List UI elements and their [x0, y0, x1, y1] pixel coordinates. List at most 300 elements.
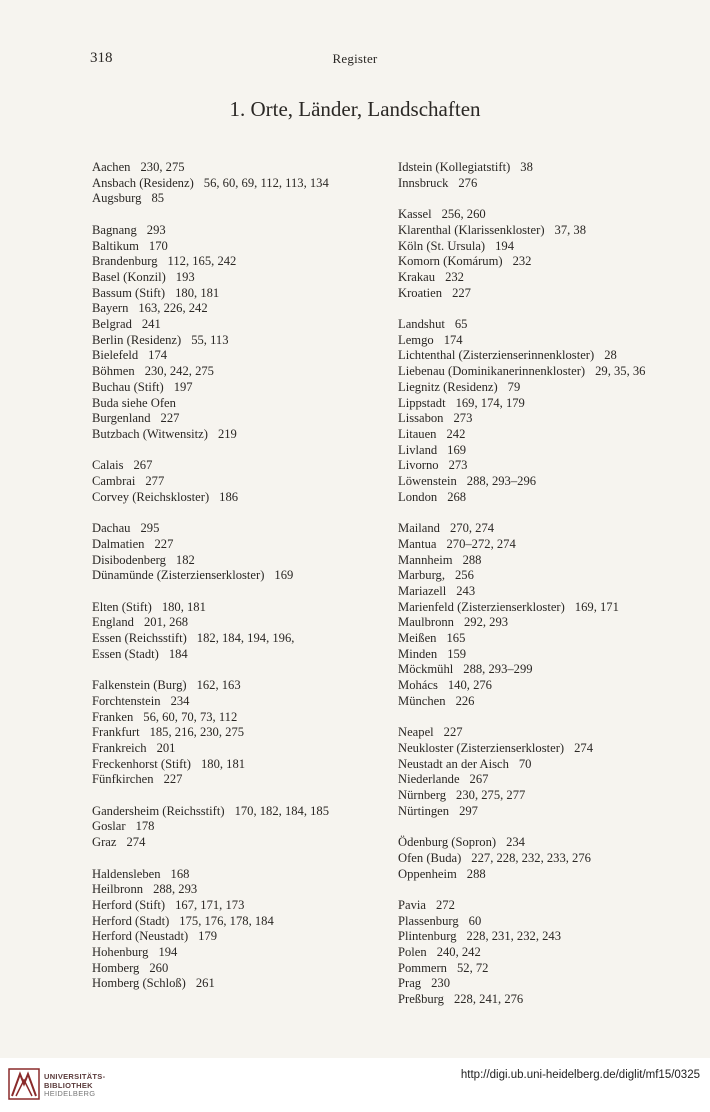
index-entry — [92, 239, 372, 255]
entry-page-refs: 179 — [198, 929, 218, 944]
entry-place-name: Lissabon — [398, 411, 444, 426]
entry-place-name: Mantua — [398, 536, 437, 551]
entry-place-name: Maulbronn — [398, 615, 454, 630]
index-entry — [398, 741, 698, 757]
index-entry — [398, 851, 698, 867]
entry-page-refs: 288, 293–299 — [463, 662, 533, 677]
entry-place-name: Mailand — [398, 521, 440, 536]
entry-place-name: Lippstadt — [398, 395, 446, 410]
entry-page-refs: 276 — [458, 175, 478, 190]
entry-place-name: Brandenburg — [92, 254, 158, 269]
index-entry — [398, 396, 698, 412]
index-entry — [398, 474, 698, 490]
index-entry — [398, 364, 698, 380]
entry-page-refs: 230 — [431, 976, 450, 991]
index-entry — [398, 458, 698, 474]
entry-page-refs: 227, 228, 232, 233, 276 — [471, 850, 591, 865]
index-entry — [398, 553, 698, 569]
index-entry — [398, 961, 698, 977]
entry-place-name: Aachen — [92, 160, 131, 174]
entry-place-name: Litauen — [398, 426, 437, 441]
index-entry — [398, 615, 698, 631]
entry-place-name: Plassenburg — [398, 913, 459, 928]
index-entry — [92, 694, 372, 710]
entry-page-refs: 185, 216, 230, 275 — [149, 725, 245, 740]
index-entry — [92, 867, 372, 883]
index-entry — [92, 490, 372, 506]
entry-page-refs: 242 — [446, 426, 466, 441]
index-entry — [398, 788, 698, 804]
entry-place-name: Livland — [398, 442, 438, 457]
entry-page-refs: 65 — [454, 317, 468, 331]
index-entry — [92, 286, 372, 302]
entry-place-name: Calais — [92, 458, 124, 473]
index-entry — [92, 396, 372, 412]
index-entry — [92, 301, 372, 317]
index-entry — [398, 270, 698, 286]
entry-page-refs: 288 — [462, 552, 482, 567]
index-entry — [92, 553, 372, 569]
entry-place-name: Krakau — [398, 269, 436, 284]
index-entry — [398, 584, 698, 600]
index-entry — [92, 961, 372, 977]
entry-place-name: Marienfeld (Zisterzienserkloster) — [398, 599, 565, 614]
index-entry — [92, 270, 372, 286]
entry-page-refs: 169 — [447, 442, 467, 457]
entry-place-name: Belgrad — [92, 317, 132, 332]
entry-place-name: Niederlande — [398, 772, 460, 787]
entry-page-refs: 37, 38 — [554, 222, 587, 237]
entry-page-refs: 182 — [175, 552, 195, 567]
entry-page-refs: 234 — [170, 693, 190, 708]
index-entry — [398, 725, 698, 741]
index-entry — [398, 348, 698, 364]
entry-place-name: Bagnang — [92, 222, 137, 237]
entry-page-refs: 256 — [455, 568, 474, 583]
entry-place-name: Minden — [398, 646, 438, 661]
entry-place-name: Corvey (Reichskloster) — [92, 489, 210, 504]
index-letter-group — [92, 223, 372, 443]
entry-page-refs: 234 — [506, 835, 525, 850]
entry-page-refs: 226 — [455, 693, 475, 708]
index-entry — [398, 678, 698, 694]
entry-place-name: England — [92, 615, 134, 630]
index-entry — [92, 615, 372, 631]
entry-page-refs: 60 — [468, 913, 482, 928]
entry-page-refs: 228, 241, 276 — [453, 992, 524, 1007]
index-entry — [398, 898, 698, 914]
entry-page-refs: 268 — [447, 489, 467, 504]
library-logo-icon — [8, 1068, 40, 1100]
entry-page-refs: 162, 163 — [196, 678, 241, 693]
index-entry — [92, 458, 372, 474]
index-letter-group — [92, 867, 372, 993]
entry-place-name: Bayern — [92, 301, 129, 316]
entry-place-name: Neukloster (Zisterzienserkloster) — [398, 740, 565, 755]
entry-place-name: Möckmühl — [398, 662, 454, 677]
index-entry — [398, 254, 698, 270]
entry-page-refs: 180, 181 — [200, 756, 246, 771]
entry-place-name: Franken — [92, 709, 134, 724]
index-entry — [92, 191, 372, 207]
library-name-line: UNIVERSITÄTS- — [44, 1072, 106, 1081]
index-entry — [398, 867, 698, 883]
entry-page-refs: 230, 275 — [140, 160, 185, 174]
entry-page-refs: 52, 72 — [456, 960, 489, 975]
page-number: 318 — [90, 50, 113, 66]
entry-place-name: Mannheim — [398, 552, 453, 567]
entry-page-refs: 270–272, 274 — [446, 536, 516, 551]
entry-page-refs: 267 — [469, 772, 489, 787]
entry-place-name: Essen (Stadt) — [92, 646, 159, 661]
source-url-link[interactable]: http://digi.ub.uni-heidelberg.de/diglit/mf15/0325 — [460, 1069, 700, 1081]
entry-place-name: Disibodenberg — [92, 552, 166, 567]
index-letter-group — [398, 835, 698, 882]
index-entry — [398, 286, 698, 302]
entry-page-refs: 56, 60, 69, 112, 113, 134 — [203, 175, 329, 190]
entry-page-refs: 79 — [507, 379, 521, 394]
entry-place-name: Lichtenthal (Zisterzienserinnenkloster) — [398, 348, 595, 363]
index-entry — [398, 647, 698, 663]
entry-place-name: Kroatien — [398, 285, 443, 300]
entry-place-name: Polen — [398, 945, 427, 960]
index-entry — [398, 694, 698, 710]
index-entry — [398, 835, 698, 851]
entry-place-name: Landshut — [398, 317, 445, 331]
entry-page-refs: 243 — [456, 583, 476, 598]
entry-page-refs: 55, 113 — [191, 332, 229, 347]
entry-place-name: Herford (Stift) — [92, 897, 166, 912]
entry-place-name: Butzbach (Witwensitz) — [92, 426, 208, 441]
entry-place-name: Gandersheim (Reichsstift) — [92, 803, 225, 818]
index-entry — [398, 223, 698, 239]
index-entry — [92, 929, 372, 945]
index-entry — [92, 160, 372, 176]
index-entry — [92, 976, 372, 992]
library-name — [44, 1073, 105, 1099]
index-letter-group — [92, 804, 372, 851]
entry-page-refs: 273 — [453, 411, 473, 426]
index-column-right — [398, 160, 698, 1024]
index-entry — [398, 914, 698, 930]
entry-page-refs: 230, 275, 277 — [456, 788, 526, 803]
index-letter-group — [398, 207, 698, 301]
index-entry — [92, 600, 372, 616]
index-entry — [92, 176, 372, 192]
index-entry — [398, 521, 698, 537]
index-letter-group — [92, 160, 372, 207]
entry-page-refs: 261 — [195, 976, 215, 991]
index-entry — [92, 772, 372, 788]
entry-page-refs: 293 — [146, 222, 166, 237]
index-entry — [398, 662, 698, 678]
entry-place-name: Burgenland — [92, 411, 151, 426]
entry-place-name: Prag — [398, 976, 422, 991]
index-entry — [398, 380, 698, 396]
entry-place-name: Ödenburg (Sopron) — [398, 835, 497, 850]
entry-page-refs: 38 — [520, 160, 533, 174]
entry-page-refs: 227 — [160, 411, 180, 426]
index-entry — [398, 239, 698, 255]
entry-page-refs: 201, 268 — [143, 615, 189, 630]
entry-place-name: Homberg — [92, 960, 140, 975]
entry-page-refs: 227 — [452, 285, 471, 300]
entry-page-refs: 170, 182, 184, 185 — [234, 803, 330, 818]
entry-place-name: London — [398, 489, 438, 504]
entry-place-name: Livorno — [398, 458, 439, 473]
index-entry — [92, 725, 372, 741]
entry-place-name: Liebenau (Dominikanerinnenkloster) — [398, 364, 586, 379]
entry-page-refs: 194 — [495, 238, 514, 253]
entry-page-refs: 170 — [148, 238, 168, 253]
index-entry — [92, 757, 372, 773]
index-entry — [398, 804, 698, 820]
entry-page-refs: 186 — [219, 489, 239, 504]
entry-place-name: Bielefeld — [92, 348, 139, 363]
entry-page-refs: 260 — [149, 960, 169, 975]
entry-page-refs: 274 — [126, 835, 146, 850]
entry-place-name: Dachau — [92, 521, 131, 536]
index-entry — [92, 537, 372, 553]
index-entry — [398, 537, 698, 553]
index-letter-group — [398, 898, 698, 1008]
index-entry — [398, 976, 698, 992]
index-entry — [398, 631, 698, 647]
entry-page-refs: 180, 181 — [175, 285, 220, 300]
entry-page-refs: 194 — [158, 945, 178, 960]
index-entry — [92, 647, 372, 663]
entry-place-name: Mariazell — [398, 583, 447, 598]
entry-page-refs: 288 — [466, 866, 486, 881]
entry-page-refs: 292, 293 — [463, 615, 509, 630]
entry-page-refs: 277 — [145, 474, 165, 489]
entry-page-refs: 232 — [445, 269, 464, 284]
index-letter-group — [398, 160, 698, 191]
library-name-line: HEIDELBERG — [44, 1089, 96, 1098]
entry-place-name: Nürnberg — [398, 788, 447, 803]
index-entry — [398, 945, 698, 961]
entry-page-refs: 197 — [173, 379, 193, 394]
index-entry — [398, 992, 698, 1008]
index-entry — [92, 411, 372, 427]
index-entry — [92, 427, 372, 443]
entry-place-name: Ofen (Buda) — [398, 850, 462, 865]
running-head: Register — [332, 51, 378, 66]
index-entry — [398, 568, 698, 584]
entry-place-name: Baltikum — [92, 238, 139, 253]
entry-place-name: Meißen — [398, 631, 437, 646]
entry-place-name: Neustadt an der Aisch — [398, 756, 509, 771]
entry-page-refs: 230, 242, 275 — [144, 364, 214, 379]
index-entry — [92, 804, 374, 820]
index-column-left — [92, 160, 372, 1008]
entry-place-name: Hohenburg — [92, 945, 149, 960]
entry-place-name: Liegnitz (Residenz) — [398, 379, 498, 394]
entry-page-refs: 241 — [141, 317, 161, 332]
entry-place-name: Essen (Reichsstift) — [92, 631, 187, 646]
entry-place-name: Dünamünde (Zisterzienserkloster) — [92, 568, 265, 583]
index-entry — [398, 411, 698, 427]
entry-place-name: Herford (Stadt) — [92, 913, 170, 928]
entry-place-name: Augsburg — [92, 191, 142, 206]
index-entry — [398, 929, 698, 945]
entry-place-name: Mohács — [398, 678, 438, 693]
entry-place-name: Löwenstein — [398, 474, 457, 489]
index-entry — [92, 710, 372, 726]
entry-place-name: Preßburg — [398, 992, 444, 1007]
entry-page-refs: 232 — [512, 254, 532, 269]
entry-place-name: Basel (Konzil) — [92, 269, 166, 284]
index-entry — [92, 474, 372, 490]
entry-page-refs: 273 — [448, 458, 468, 473]
entry-page-refs: 169, 174, 179 — [455, 395, 525, 410]
entry-page-refs: 219 — [217, 426, 237, 441]
index-entry — [398, 443, 698, 459]
index-entry — [92, 223, 372, 239]
entry-page-refs: 288, 293–296 — [466, 474, 537, 489]
entry-page-refs: 167, 171, 173 — [175, 897, 245, 912]
index-entry — [92, 835, 372, 851]
entry-page-refs: 227 — [443, 725, 463, 740]
entry-place-name: Fünfkirchen — [92, 772, 154, 787]
entry-page-refs: 184 — [168, 646, 188, 661]
footer-bar — [0, 1058, 710, 1112]
entry-place-name: Pommern — [398, 960, 447, 975]
entry-place-name: Berlin (Residenz) — [92, 332, 182, 347]
index-entry — [398, 757, 698, 773]
entry-place-name: Pavia — [398, 897, 426, 912]
entry-place-name: Plintenburg — [398, 929, 457, 944]
entry-page-refs: 159 — [447, 646, 467, 661]
index-letter-group — [92, 458, 372, 505]
entry-page-refs: 169, 171 — [574, 599, 619, 614]
index-entry — [92, 678, 372, 694]
entry-page-refs: 174 — [148, 348, 168, 363]
index-entry — [92, 945, 372, 961]
entry-page-refs: 274 — [574, 740, 593, 755]
entry-page-refs: 29, 35, 36 — [595, 364, 646, 379]
entry-place-name: Frankreich — [92, 740, 147, 755]
entry-page-refs: 140, 276 — [447, 678, 492, 693]
entry-place-name: Böhmen — [92, 364, 135, 379]
entry-page-refs: 228, 231, 232, 243 — [466, 929, 561, 944]
entry-place-name: Buda siehe Ofen — [92, 395, 176, 410]
entry-place-name: Herford (Neustadt) — [92, 929, 189, 944]
entry-page-refs: 295 — [140, 521, 160, 536]
entry-page-refs: 297 — [459, 803, 478, 818]
index-entry — [92, 568, 372, 584]
entry-place-name: Dalmatien — [92, 536, 145, 551]
index-entry — [92, 254, 372, 270]
entry-place-name: Heilbronn — [92, 882, 144, 897]
index-entry — [398, 317, 698, 333]
entry-place-name: Klarenthal (Klarissenkloster) — [398, 222, 545, 237]
entry-page-refs: 182, 184, 194, 196, — [196, 631, 295, 646]
index-entry — [92, 380, 372, 396]
index-letter-group — [398, 521, 698, 709]
entry-page-refs: 28 — [604, 348, 617, 363]
index-entry — [398, 772, 698, 788]
index-entry — [92, 317, 372, 333]
index-entry — [92, 364, 372, 380]
index-entry — [92, 333, 372, 349]
entry-page-refs: 201 — [156, 740, 176, 755]
entry-page-refs: 270, 274 — [449, 521, 495, 536]
entry-page-refs: 227 — [163, 772, 183, 787]
entry-place-name: Nürtingen — [398, 803, 450, 818]
entry-page-refs: 174 — [443, 332, 463, 347]
entry-place-name: Cambrai — [92, 474, 136, 489]
entry-place-name: Forchtenstein — [92, 693, 161, 708]
entry-page-refs: 163, 226, 242 — [138, 301, 208, 316]
entry-place-name: Goslar — [92, 819, 126, 834]
entry-page-refs: 169 — [274, 568, 294, 583]
section-title: 1. Orte, Länder, Landschaften — [229, 97, 481, 121]
entry-page-refs: 112, 165, 242 — [167, 254, 237, 269]
entry-place-name: Elten (Stift) — [92, 599, 152, 614]
entry-place-name: München — [398, 693, 446, 708]
entry-place-name: Innsbruck — [398, 175, 449, 190]
index-letter-group — [92, 678, 372, 788]
entry-place-name: Marburg, — [398, 568, 445, 583]
entry-place-name: Haldensleben — [92, 866, 161, 881]
index-letter-group — [398, 725, 698, 819]
index-entry — [92, 741, 372, 757]
index-letter-group — [398, 317, 698, 505]
entry-place-name: Freckenhorst (Stift) — [92, 756, 191, 771]
entry-place-name: Lemgo — [398, 332, 434, 347]
entry-place-name: Ansbach (Residenz) — [92, 175, 194, 190]
entry-page-refs: 288, 293 — [153, 882, 198, 897]
index-entry — [92, 898, 372, 914]
entry-place-name: Bassum (Stift) — [92, 285, 166, 300]
index-entry — [398, 176, 698, 192]
entry-page-refs: 56, 60, 70, 73, 112 — [143, 709, 238, 724]
index-entry — [398, 600, 698, 616]
index-entry — [92, 631, 372, 647]
entry-page-refs: 168 — [170, 866, 190, 881]
index-entry — [92, 882, 372, 898]
entry-page-refs: 227 — [154, 536, 174, 551]
index-entry — [92, 914, 372, 930]
entry-page-refs: 70 — [518, 756, 532, 771]
entry-place-name: Idstein (Kollegiatstift) — [398, 160, 511, 174]
entry-page-refs: 256, 260 — [441, 207, 486, 222]
entry-page-refs: 272 — [435, 897, 455, 912]
entry-place-name: Kassel — [398, 207, 432, 222]
entry-place-name: Frankfurt — [92, 725, 140, 740]
entry-place-name: Oppenheim — [398, 866, 457, 881]
entry-page-refs: 240, 242 — [436, 945, 481, 960]
index-entry — [398, 207, 698, 223]
entry-place-name: Falkenstein (Burg) — [92, 678, 187, 693]
index-entry — [92, 819, 372, 835]
entry-place-name: Homberg (Schloß) — [92, 976, 186, 991]
index-entry — [398, 427, 698, 443]
entry-page-refs: 267 — [133, 458, 153, 473]
entry-place-name: Graz — [92, 835, 117, 850]
index-entry — [398, 160, 698, 176]
library-name-line: BIBLIOTHEK — [44, 1080, 93, 1090]
index-letter-group — [92, 521, 372, 584]
entry-page-refs: 175, 176, 178, 184 — [179, 913, 274, 928]
entry-place-name: Komorn (Komárum) — [398, 254, 503, 269]
entry-place-name: Neapel — [398, 725, 434, 740]
entry-page-refs: 165 — [446, 631, 466, 646]
entry-page-refs: 178 — [135, 819, 155, 834]
entry-page-refs: 193 — [175, 269, 195, 284]
index-letter-group — [92, 600, 372, 663]
